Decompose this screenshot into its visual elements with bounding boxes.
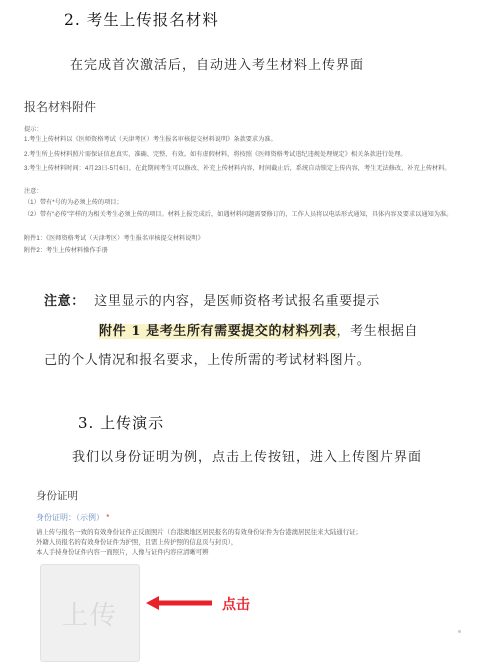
required-mark: * [106, 513, 110, 522]
id-proof-card [36, 488, 476, 664]
id-proof-instruction: 外籍人员报名的有效身份证件为护照，且需上传护照的信息页与封页）， [36, 539, 238, 546]
click-annotation: 点击 [222, 596, 250, 612]
note-line-2 [99, 318, 418, 345]
section-3-intro: 我们以身份证明为例，点击上传按钮，进入上传图片界面 [72, 450, 423, 465]
id-proof-title: 身份证明 [36, 490, 78, 502]
attachment-link[interactable]: 附件2：考生上传材料操作手册 [24, 247, 108, 254]
arrow-left-icon [146, 596, 212, 610]
upload-button[interactable] [40, 564, 140, 662]
notice-item: （2）带有“必传”字样的为相关考生必须上传的项目。材料上报完成后，如遇材料问题需要修订的，工作人员将以电话形式通知，具体内容及要求以通知为准。 [24, 211, 453, 218]
note-line-3: 己的个人情况和报名要求，上传所需的考试材料图片。 [44, 353, 371, 368]
panel-title: 报名材料附件 [24, 100, 97, 114]
note-label: 注意： [44, 294, 85, 309]
tips-label: 提示： [24, 126, 43, 133]
attachment-link[interactable]: 附件1：《医师资格考试（天津考区）考生报名审核提交材料说明》 [24, 235, 204, 242]
notice-item: （1）带有*号的为必须上传的项目； [24, 199, 123, 206]
id-proof-instruction: 本人手持身份证件内容一面照片，人像与证件内容应清晰可辨 [36, 549, 209, 556]
id-proof-instruction: 请上传与报名一致的有效身份证件正反面照片（台港澳地区居民报名的有效身份证件为台港澳居民往来大陆通行证； [36, 529, 362, 536]
note-text: ，考生根据自 [336, 324, 419, 339]
note-text: 这里显示的内容，是医师资格考试报名重要提示 [94, 294, 380, 309]
upload-label: 上传 [61, 599, 118, 630]
note-line-1 [44, 288, 380, 315]
section-2-intro: 在完成首次激活后，自动进入考生材料上传界面 [70, 58, 365, 73]
tip-item: 1.考生上传材料以《医师资格考试（天津考区）考生报名审核提交材料说明》条款要求为准。 [24, 136, 277, 143]
section-2-heading: 2. 考生上传报名材料 [64, 11, 219, 29]
notice-label: 注意： [24, 188, 43, 195]
section-3-heading: 3. 上传演示 [78, 414, 165, 432]
tip-item: 3.考生上传材料时间：4月23日-5月6日，在此期间考生可以修改、补充上传材料内容，时间截止后，系统自动锁定上传内容，考生无法修改、补充上传材料。 [24, 165, 451, 172]
field-label-text: 身份证明：（示例） [36, 513, 104, 522]
id-proof-field-label [36, 512, 109, 523]
tip-item: 2.考生所上传材料照片需保证信息真实、准确、完整、有效。如有虚假材料，将按照《医师资格考试违纪违规处理规定》相关条款进行处理。 [24, 151, 407, 158]
decorative-dot [458, 630, 461, 633]
note-highlight: 附件 1 是考生所有需要提交的材料列表 [99, 324, 337, 339]
